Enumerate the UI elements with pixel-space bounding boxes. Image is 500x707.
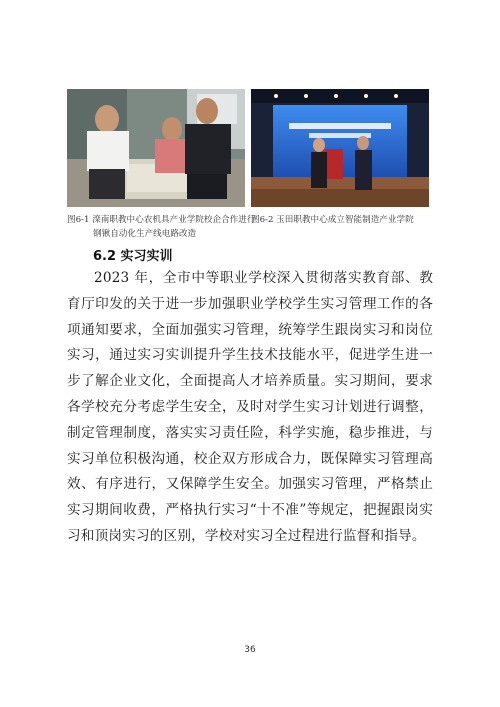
- figure-6-2-photo: [251, 89, 429, 207]
- section-heading: 6.2 实习实训: [93, 249, 173, 264]
- page-number: 36: [244, 645, 256, 655]
- figure-6-1-caption-line1: 图6-1 滦南职教中心农机具产业学院校企合作进行: [67, 215, 256, 225]
- figure-6-2-caption: 图6-2 玉田职教中心成立智能制造产业学院: [251, 215, 414, 225]
- section-paragraph: 2023 年，全市中等职业学校深入贯彻落实教育部、教育厅印发的关于进一步加强职业学校学生实习管理工作的各项通知要求，全面加强实习管理，统筹学生跟岗实习和岗位实习，通过实习实训提升学生技术技能水平，促进学生进一步了解企业文化，全面提高人才培养质量。实习期间，要求各学校充分考虑学生安全，及时对学生实习计划进行调整，制定管理制度，落实实习责任险，科学实施，稳步推进，与实习单位积极沟通，校企双方形成合力，既保障实习管理高效、有序进行，又保障学生安全。加强实习管理，严格禁止实习期间收费，严格执行实习“十不准”等规定，把握跟岗实习和顶岗实习的区别，学校对实习全过程进行监督和指导。: [67, 270, 433, 544]
- figure-6-1-photo: [67, 89, 245, 207]
- figure-6-1-caption-line2: 钢锹自动化生产线电路改造: [93, 229, 197, 239]
